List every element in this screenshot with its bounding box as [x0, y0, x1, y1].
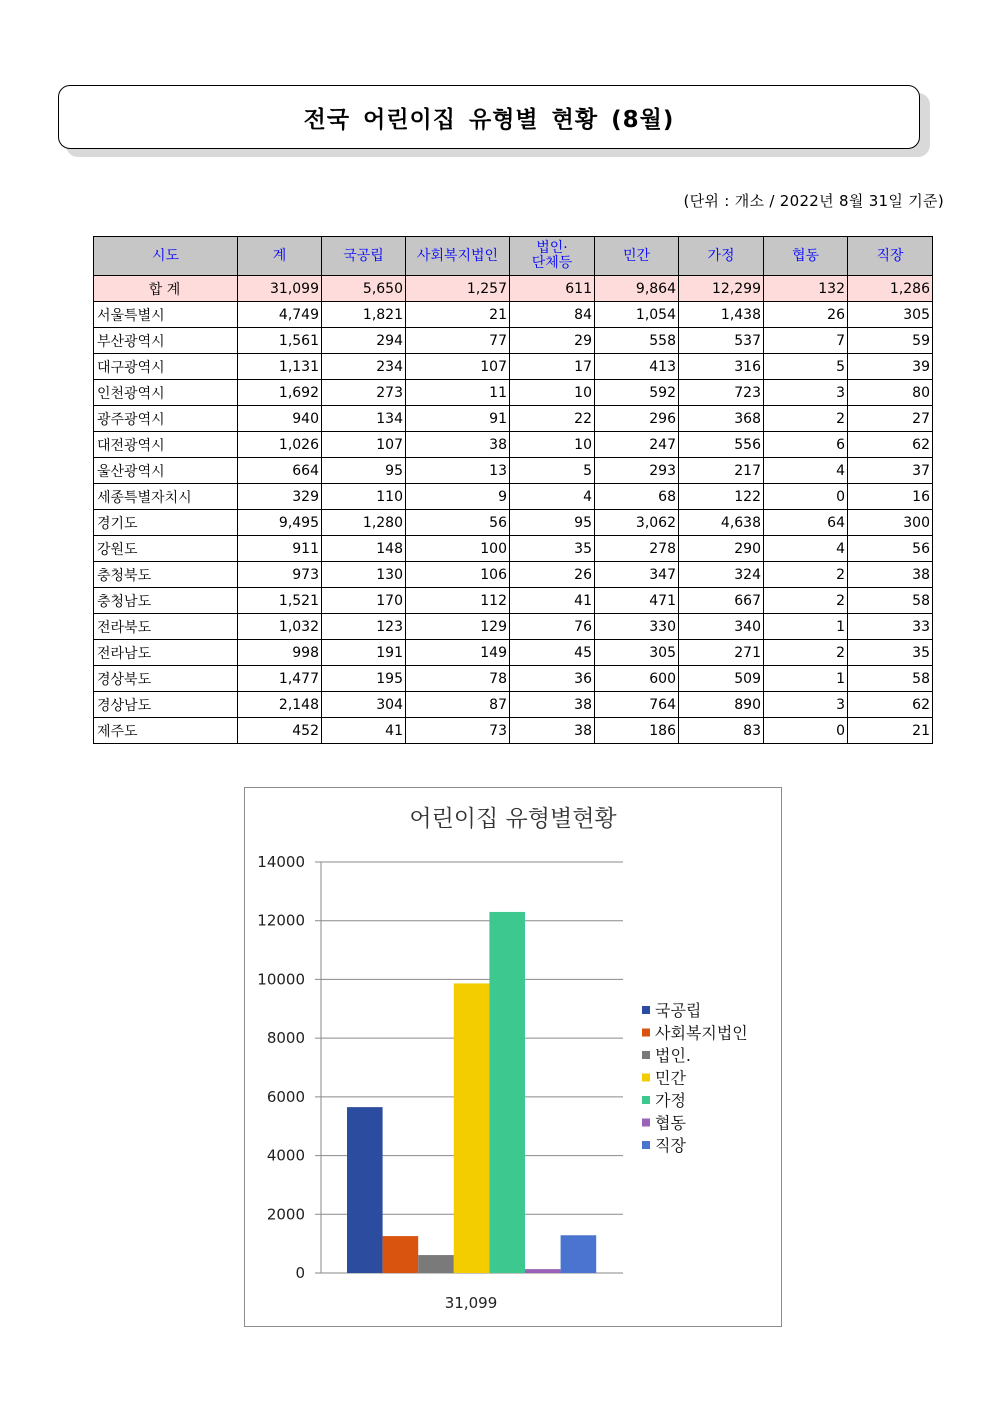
value-cell: 134: [322, 406, 406, 432]
value-cell: 26: [510, 562, 595, 588]
y-tick-label: 4000: [266, 1146, 305, 1165]
value-cell: 271: [679, 640, 764, 666]
region-cell: 대구광역시: [94, 354, 238, 380]
value-cell: 10: [510, 432, 595, 458]
table-row: [94, 536, 933, 562]
value-cell: 0: [764, 484, 848, 510]
bar-국공립: [347, 1107, 383, 1273]
value-cell: 4: [510, 484, 595, 510]
value-cell: 83: [679, 718, 764, 744]
value-cell: 62: [848, 432, 933, 458]
value-cell: 36: [510, 666, 595, 692]
region-cell: 서울특별시: [94, 302, 238, 328]
value-cell: 95: [322, 458, 406, 484]
table-row: [94, 458, 933, 484]
value-cell: 304: [322, 692, 406, 718]
value-cell: 11: [406, 380, 510, 406]
value-cell: 186: [595, 718, 679, 744]
value-cell: 80: [848, 380, 933, 406]
region-cell: 경기도: [94, 510, 238, 536]
value-cell: 39: [848, 354, 933, 380]
value-cell: 21: [406, 302, 510, 328]
value-cell: 41: [510, 588, 595, 614]
total-cell: 1,286: [848, 276, 933, 302]
page-title: 전국 어린이집 유형별 현황 (8월): [303, 106, 675, 133]
title-box: [58, 85, 920, 149]
value-cell: 110: [322, 484, 406, 510]
region-cell: 울산광역시: [94, 458, 238, 484]
value-cell: 95: [510, 510, 595, 536]
value-cell: 273: [322, 380, 406, 406]
value-cell: 667: [679, 588, 764, 614]
value-cell: 278: [595, 536, 679, 562]
value-cell: 329: [238, 484, 322, 510]
value-cell: 1,521: [238, 588, 322, 614]
value-cell: 558: [595, 328, 679, 354]
value-cell: 3,062: [595, 510, 679, 536]
table-row: [94, 354, 933, 380]
value-cell: 2: [764, 588, 848, 614]
value-cell: 62: [848, 692, 933, 718]
value-cell: 33: [848, 614, 933, 640]
value-cell: 41: [322, 718, 406, 744]
value-cell: 38: [510, 692, 595, 718]
value-cell: 600: [595, 666, 679, 692]
region-cell: 광주광역시: [94, 406, 238, 432]
value-cell: 22: [510, 406, 595, 432]
value-cell: 764: [595, 692, 679, 718]
value-cell: 149: [406, 640, 510, 666]
region-cell: 경상남도: [94, 692, 238, 718]
header-cell: 직장: [848, 237, 933, 276]
value-cell: 890: [679, 692, 764, 718]
value-cell: 452: [238, 718, 322, 744]
value-cell: 1,131: [238, 354, 322, 380]
bar-협동: [525, 1269, 561, 1273]
legend-swatch: [642, 1141, 650, 1149]
value-cell: 76: [510, 614, 595, 640]
value-cell: 84: [510, 302, 595, 328]
value-cell: 290: [679, 536, 764, 562]
legend-label: 가정: [655, 1091, 686, 1110]
chart-title: 어린이집 유형별현황: [409, 806, 617, 832]
value-cell: 293: [595, 458, 679, 484]
header-cell: 민간: [595, 237, 679, 276]
value-cell: 537: [679, 328, 764, 354]
value-cell: 296: [595, 406, 679, 432]
y-tick-label: 0: [295, 1264, 305, 1282]
value-cell: 123: [322, 614, 406, 640]
value-cell: 58: [848, 588, 933, 614]
value-cell: 87: [406, 692, 510, 718]
header-cell: 시도: [94, 237, 238, 276]
value-cell: 556: [679, 432, 764, 458]
value-cell: 1: [764, 614, 848, 640]
header-cell: 국공립: [322, 237, 406, 276]
bar-민간: [454, 983, 490, 1273]
value-cell: 1,692: [238, 380, 322, 406]
value-cell: 68: [595, 484, 679, 510]
header-cell: 사회복지법인: [406, 237, 510, 276]
value-cell: 940: [238, 406, 322, 432]
value-cell: 10: [510, 380, 595, 406]
value-cell: 330: [595, 614, 679, 640]
total-cell: 31,099: [238, 276, 322, 302]
bar-가정: [489, 912, 525, 1273]
legend-swatch: [642, 1096, 650, 1104]
y-tick-label: 2000: [266, 1205, 305, 1224]
value-cell: 368: [679, 406, 764, 432]
bar-법인.: [418, 1255, 454, 1273]
legend-swatch: [642, 1119, 650, 1127]
value-cell: 38: [848, 562, 933, 588]
value-cell: 413: [595, 354, 679, 380]
legend-label: 사회복지법인: [655, 1023, 748, 1043]
value-cell: 59: [848, 328, 933, 354]
total-cell: 9,864: [595, 276, 679, 302]
total-cell: 1,257: [406, 276, 510, 302]
table-row: [94, 692, 933, 718]
table-row: [94, 640, 933, 666]
legend-label: 협동: [655, 1113, 686, 1133]
chart-container: [244, 787, 782, 1327]
value-cell: 130: [322, 562, 406, 588]
value-cell: 78: [406, 666, 510, 692]
y-tick-label: 12000: [257, 911, 305, 930]
region-cell: 전라남도: [94, 640, 238, 666]
region-cell: 대전광역시: [94, 432, 238, 458]
value-cell: 106: [406, 562, 510, 588]
value-cell: 35: [848, 640, 933, 666]
region-cell: 인천광역시: [94, 380, 238, 406]
table-row: [94, 614, 933, 640]
value-cell: 592: [595, 380, 679, 406]
value-cell: 35: [510, 536, 595, 562]
value-cell: 911: [238, 536, 322, 562]
value-cell: 17: [510, 354, 595, 380]
value-cell: 2,148: [238, 692, 322, 718]
value-cell: 1,821: [322, 302, 406, 328]
value-cell: 509: [679, 666, 764, 692]
table-row: [94, 562, 933, 588]
value-cell: 998: [238, 640, 322, 666]
header-cell: 협동: [764, 237, 848, 276]
value-cell: 148: [322, 536, 406, 562]
value-cell: 5: [510, 458, 595, 484]
value-cell: 9,495: [238, 510, 322, 536]
value-cell: 170: [322, 588, 406, 614]
value-cell: 217: [679, 458, 764, 484]
value-cell: 195: [322, 666, 406, 692]
value-cell: 316: [679, 354, 764, 380]
table-row: [94, 406, 933, 432]
region-cell: 경상북도: [94, 666, 238, 692]
y-tick-label: 6000: [266, 1087, 305, 1106]
value-cell: 129: [406, 614, 510, 640]
value-cell: 2: [764, 640, 848, 666]
value-cell: 100: [406, 536, 510, 562]
value-cell: 56: [848, 536, 933, 562]
table-row: [94, 510, 933, 536]
value-cell: 0: [764, 718, 848, 744]
value-cell: 347: [595, 562, 679, 588]
y-tick-label: 10000: [257, 970, 305, 989]
bar-사회복지법인: [383, 1236, 419, 1273]
value-cell: 26: [764, 302, 848, 328]
region-cell: 전라북도: [94, 614, 238, 640]
value-cell: 29: [510, 328, 595, 354]
value-cell: 1,032: [238, 614, 322, 640]
value-cell: 4,749: [238, 302, 322, 328]
value-cell: 2: [764, 406, 848, 432]
value-cell: 122: [679, 484, 764, 510]
value-cell: 21: [848, 718, 933, 744]
header-cell: 가정: [679, 237, 764, 276]
value-cell: 16: [848, 484, 933, 510]
value-cell: 3: [764, 692, 848, 718]
value-cell: 973: [238, 562, 322, 588]
value-cell: 37: [848, 458, 933, 484]
value-cell: 1,561: [238, 328, 322, 354]
table-header-row: [94, 237, 933, 276]
value-cell: 4: [764, 536, 848, 562]
value-cell: 64: [764, 510, 848, 536]
value-cell: 2: [764, 562, 848, 588]
x-tick-label: 31,099: [444, 1294, 498, 1312]
total-row: [94, 276, 933, 302]
legend-swatch: [642, 1051, 650, 1059]
value-cell: 1,477: [238, 666, 322, 692]
header-cell: 법인· 단체등: [510, 237, 595, 276]
total-label: 합 계: [94, 276, 238, 302]
value-cell: 300: [848, 510, 933, 536]
value-cell: 723: [679, 380, 764, 406]
value-cell: 5: [764, 354, 848, 380]
table-row: [94, 302, 933, 328]
region-cell: 충청남도: [94, 588, 238, 614]
value-cell: 1,054: [595, 302, 679, 328]
value-cell: 1,026: [238, 432, 322, 458]
value-cell: 1,280: [322, 510, 406, 536]
value-cell: 13: [406, 458, 510, 484]
value-cell: 9: [406, 484, 510, 510]
legend-label: 직장: [655, 1136, 686, 1155]
total-cell: 611: [510, 276, 595, 302]
value-cell: 324: [679, 562, 764, 588]
value-cell: 471: [595, 588, 679, 614]
region-cell: 강원도: [94, 536, 238, 562]
value-cell: 4: [764, 458, 848, 484]
value-cell: 107: [406, 354, 510, 380]
table-row: [94, 328, 933, 354]
value-cell: 1: [764, 666, 848, 692]
table-row: [94, 588, 933, 614]
value-cell: 112: [406, 588, 510, 614]
value-cell: 107: [322, 432, 406, 458]
value-cell: 664: [238, 458, 322, 484]
value-cell: 4,638: [679, 510, 764, 536]
bar-chart: [245, 788, 781, 1326]
value-cell: 91: [406, 406, 510, 432]
total-cell: 132: [764, 276, 848, 302]
value-cell: 38: [510, 718, 595, 744]
region-cell: 충청북도: [94, 562, 238, 588]
value-cell: 340: [679, 614, 764, 640]
y-tick-label: 14000: [257, 853, 305, 871]
y-tick-label: 8000: [266, 1029, 305, 1048]
value-cell: 234: [322, 354, 406, 380]
legend-swatch: [642, 1029, 650, 1037]
region-cell: 세종특별자치시: [94, 484, 238, 510]
value-cell: 305: [848, 302, 933, 328]
legend-swatch: [642, 1006, 650, 1014]
value-cell: 3: [764, 380, 848, 406]
value-cell: 45: [510, 640, 595, 666]
table-row: [94, 432, 933, 458]
region-cell: 제주도: [94, 718, 238, 744]
value-cell: 38: [406, 432, 510, 458]
unit-note: (단위 : 개소 / 2022년 8월 31일 기준): [683, 192, 944, 210]
legend-label: 민간: [655, 1068, 686, 1088]
value-cell: 27: [848, 406, 933, 432]
header-cell: 계: [238, 237, 322, 276]
region-cell: 부산광역시: [94, 328, 238, 354]
value-cell: 247: [595, 432, 679, 458]
legend-label: 국공립: [655, 1001, 702, 1020]
value-cell: 294: [322, 328, 406, 354]
daycare-table: [93, 236, 933, 744]
value-cell: 6: [764, 432, 848, 458]
value-cell: 191: [322, 640, 406, 666]
bar-직장: [561, 1235, 597, 1273]
total-cell: 12,299: [679, 276, 764, 302]
table-row: [94, 666, 933, 692]
value-cell: 1,438: [679, 302, 764, 328]
value-cell: 56: [406, 510, 510, 536]
total-cell: 5,650: [322, 276, 406, 302]
value-cell: 7: [764, 328, 848, 354]
table-row: [94, 484, 933, 510]
value-cell: 73: [406, 718, 510, 744]
table-row: [94, 718, 933, 744]
value-cell: 58: [848, 666, 933, 692]
value-cell: 77: [406, 328, 510, 354]
value-cell: 305: [595, 640, 679, 666]
table-row: [94, 380, 933, 406]
legend-swatch: [642, 1074, 650, 1082]
legend-label: 법인.: [655, 1046, 691, 1065]
